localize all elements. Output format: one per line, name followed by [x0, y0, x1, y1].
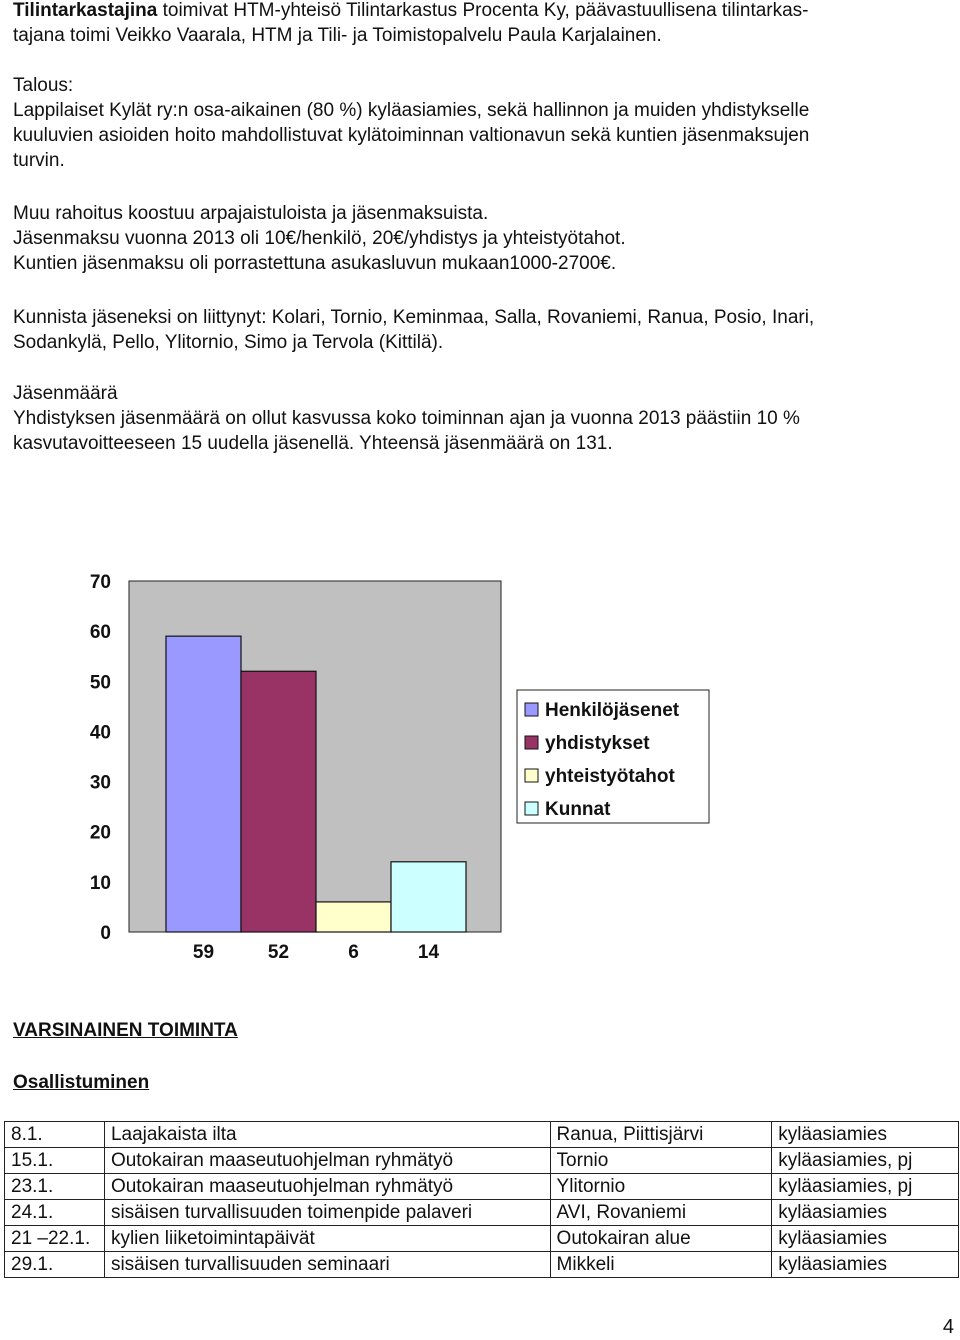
table-row [5, 1122, 959, 1148]
auditors-lead: Tilintarkastajina [13, 0, 158, 21]
bar [241, 671, 316, 932]
membership-heading: Jäsenmäärä [13, 383, 118, 404]
y-tick-label: 10 [89, 872, 111, 894]
membership-section [13, 381, 948, 456]
y-tick-label: 40 [89, 722, 111, 744]
legend-swatch [525, 769, 538, 782]
auditors-text-2: tajana toimi Veikko Vaarala, HTM ja Tili- ja Toimistopalvelu Paula Karjalainen. [13, 25, 662, 46]
table-row [5, 1174, 959, 1200]
y-tick-label: 20 [89, 822, 111, 844]
event-cell: kylien liiketoimintapäivät [104, 1226, 550, 1252]
funding-line: Kuntien jäsenmaksu oli porrastettuna asukasluvun mukaan1000-2700€. [13, 253, 617, 274]
main-activity-heading: VARSINAINEN TOIMINTA [13, 1020, 238, 1041]
y-tick-label: 50 [89, 672, 111, 694]
event-cell: sisäisen turvallisuuden toimenpide palaveri [104, 1200, 550, 1226]
participation-heading: Osallistuminen [13, 1072, 150, 1093]
data-label: 59 [192, 942, 215, 963]
event-cell: sisäisen turvallisuuden seminaari [104, 1252, 550, 1278]
event-cell: Laajakaista ilta [104, 1122, 550, 1148]
data-label: 52 [267, 942, 290, 963]
finance-line: kuuluvien asioiden hoito mahdollistuvat kylätoiminnan valtionavun sekä kuntien jäsenmaksujen [13, 125, 810, 146]
participant-cell: kyläasiamies, pj [772, 1148, 959, 1174]
y-tick-label: 0 [100, 923, 111, 944]
auditors-paragraph [13, 0, 948, 48]
legend-entry: yhteistyötahot [545, 766, 675, 787]
participant-cell: kyläasiamies [772, 1252, 959, 1278]
page-number: 4 [942, 1316, 954, 1338]
bar [166, 636, 241, 932]
location-cell: Tornio [550, 1148, 772, 1174]
table-row [5, 1148, 959, 1174]
date-cell: 15.1. [5, 1148, 105, 1174]
table-row [5, 1200, 959, 1226]
auditors-text-1: toimivat HTM-yhteisö Tilintarkastus Procenta Ky, päävastuullisena tilintarkas- [157, 0, 809, 21]
y-tick-label: 70 [89, 572, 111, 593]
finance-line: turvin. [13, 150, 65, 171]
funding-paragraph [13, 201, 948, 276]
table-row [5, 1252, 959, 1278]
date-cell: 24.1. [5, 1200, 105, 1226]
finance-section [13, 73, 948, 173]
legend-swatch [525, 703, 538, 716]
date-cell: 21 –22.1. [5, 1226, 105, 1252]
legend-swatch [525, 736, 538, 749]
participant-cell: kyläasiamies [772, 1226, 959, 1252]
funding-line: Jäsenmaksu vuonna 2013 oli 10€/henkilö, 20€/yhdistys ja yhteistyötahot. [13, 228, 626, 249]
data-label: 14 [417, 942, 440, 963]
data-label: 6 [348, 942, 359, 963]
date-cell: 23.1. [5, 1174, 105, 1200]
legend-swatch [525, 802, 538, 815]
municipalities-paragraph [13, 305, 948, 355]
table-row [5, 1226, 959, 1252]
location-cell: AVI, Rovaniemi [550, 1200, 772, 1226]
event-cell: Outokairan maaseutuohjelman ryhmätyö [104, 1148, 550, 1174]
municipalities-line: Kunnista jäseneksi on liittynyt: Kolari, Tornio, Keminmaa, Salla, Rovaniemi, Ranua, Posio, Inari, [13, 307, 815, 328]
membership-bar-chart [0, 560, 960, 980]
participant-cell: kyläasiamies, pj [772, 1174, 959, 1200]
bar [391, 862, 466, 932]
participation-table [4, 1121, 959, 1278]
membership-line: kasvutavoitteeseen 15 uudella jäsenellä. Yhteensä jäsenmäärä on 131. [13, 433, 613, 454]
location-cell: Ranua, Piittisjärvi [550, 1122, 772, 1148]
y-tick-label: 30 [89, 772, 111, 794]
location-cell: Outokairan alue [550, 1226, 772, 1252]
finance-line: Lappilaiset Kylät ry:n osa-aikainen (80 %) kyläasiamies, sekä hallinnon ja muiden yhdistykselle [13, 100, 810, 121]
finance-heading: Talous: [13, 75, 74, 96]
location-cell: Mikkeli [550, 1252, 772, 1278]
date-cell: 29.1. [5, 1252, 105, 1278]
participant-cell: kyläasiamies [772, 1122, 959, 1148]
legend-entry: Henkilöjäsenet [545, 700, 680, 721]
date-cell: 8.1. [5, 1122, 105, 1148]
participant-cell: kyläasiamies [772, 1200, 959, 1226]
bar [316, 902, 391, 932]
membership-line: Yhdistyksen jäsenmäärä on ollut kasvussa koko toiminnan ajan ja vuonna 2013 päästiin 10 % [13, 408, 800, 429]
funding-line: Muu rahoitus koostuu arpajaistuloista ja jäsenmaksuista. [13, 203, 489, 224]
y-tick-label: 60 [89, 622, 111, 644]
event-cell: Outokairan maaseutuohjelman ryhmätyö [104, 1174, 550, 1200]
municipalities-line: Sodankylä, Pello, Ylitornio, Simo ja Tervola (Kittilä). [13, 332, 444, 353]
legend-entry: yhdistykset [545, 733, 650, 754]
location-cell: Ylitornio [550, 1174, 772, 1200]
legend-entry: Kunnat [545, 799, 611, 820]
